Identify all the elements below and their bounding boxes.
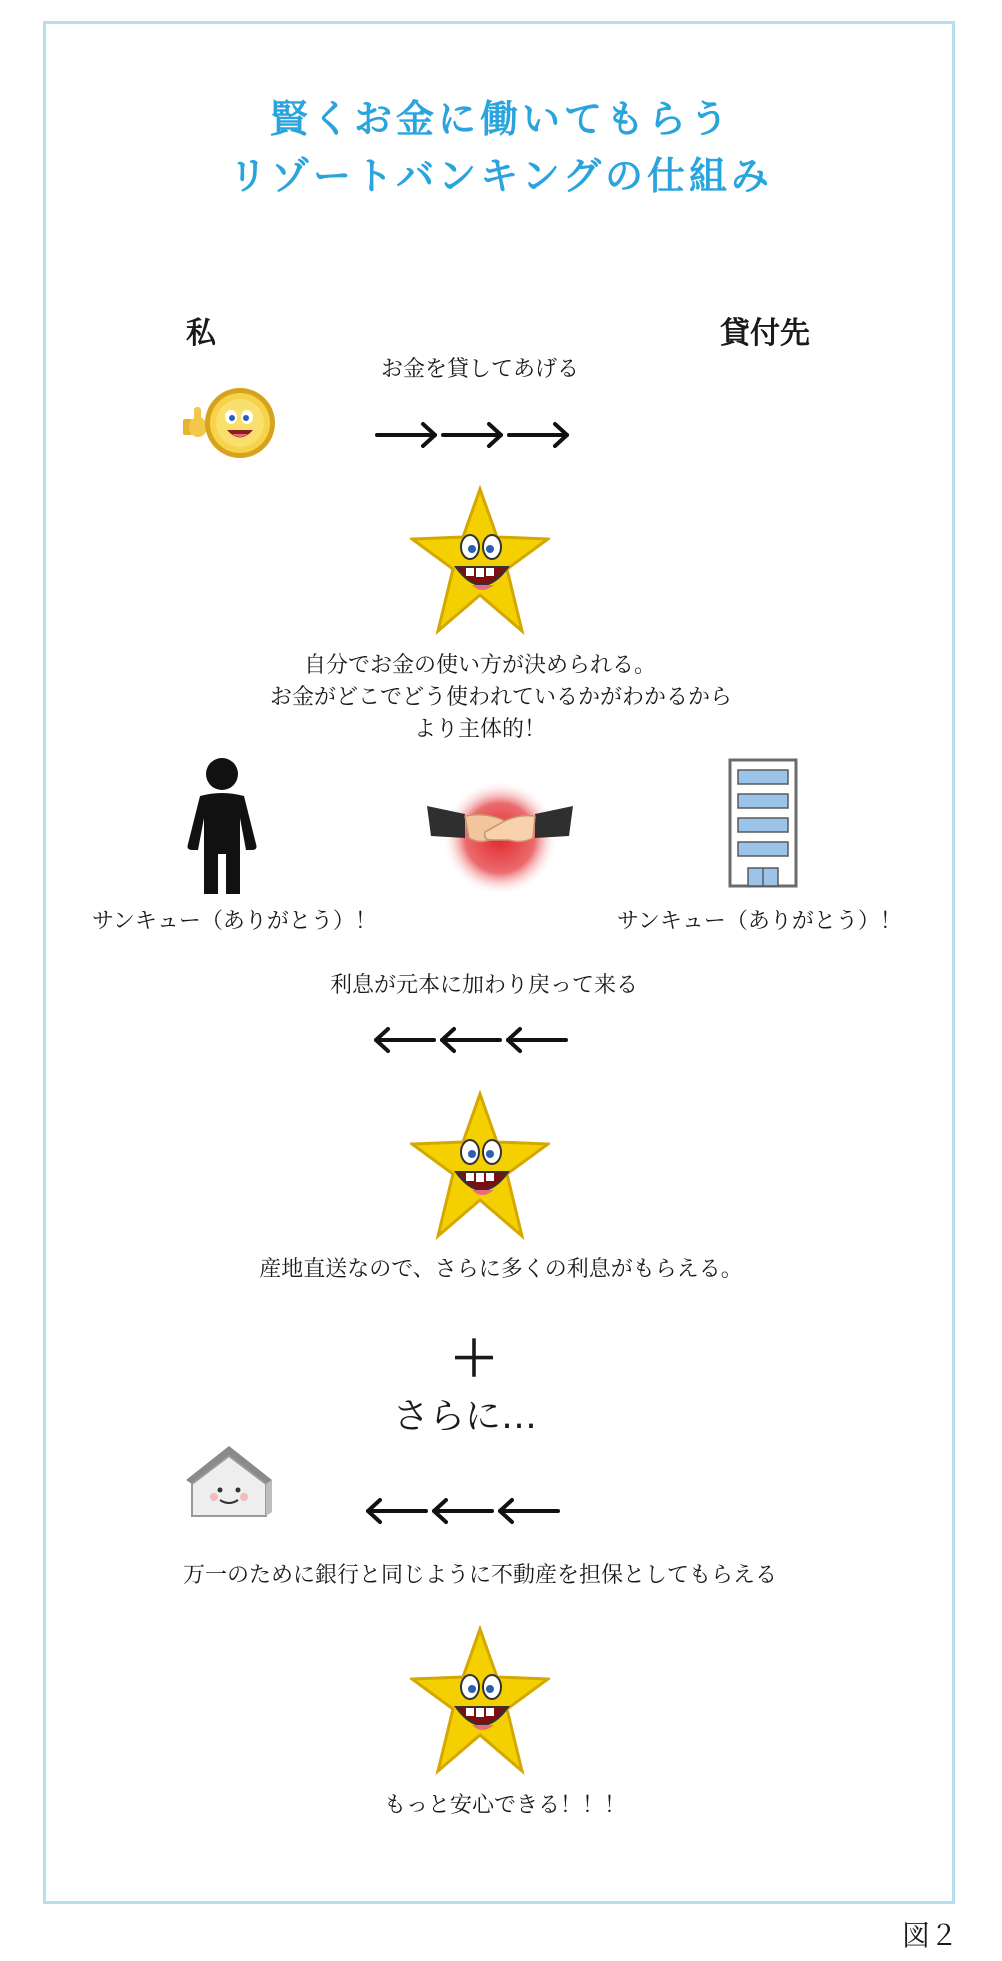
title-line-2: リゾートバンキングの仕組み [228, 154, 774, 198]
happy-star-icon [410, 1625, 550, 1779]
collateral-arrows [360, 1496, 560, 1526]
lend-money-caption: お金を貸してあげる [380, 357, 579, 382]
person-icon [180, 758, 264, 902]
title-line-1: 賢くお金に働いてもらう [269, 97, 732, 141]
comment-line-2: お金がどこでどう使われているかがわかるから [269, 685, 732, 710]
lend-arrows [375, 420, 575, 450]
party-me-label: 私 [186, 316, 216, 351]
happy-star-icon [410, 485, 550, 639]
building-icon [728, 758, 798, 892]
thanks-left-label: サンキュー（ありがとう）！ [92, 909, 377, 934]
plus-symbol: ＋ [449, 1331, 498, 1387]
comment-line-3: より主体的！ [413, 717, 546, 742]
diagram-frame [43, 21, 955, 1904]
return-arrows [368, 1025, 568, 1055]
moreover-text: さらに… [392, 1396, 537, 1437]
figure-label: 図２ [902, 1919, 959, 1952]
interest-return-caption: 利息が元本に加わり戻って来る [329, 973, 638, 998]
happy-star-icon [410, 1090, 550, 1244]
peace-of-mind-comment: もっと安心できる！！！ [383, 1793, 626, 1818]
house-icon [184, 1442, 274, 1526]
handshake-icon [425, 778, 575, 902]
thanks-right-label: サンキュー（ありがとう）！ [617, 909, 902, 934]
collateral-caption: 万一のために銀行と同じように不動産を担保としてもらえる [182, 1563, 777, 1588]
more-interest-comment: 産地直送なので、さらに多くの利息がもらえる。 [259, 1257, 743, 1282]
comment-line-1: 自分でお金の使い方が決められる。 [303, 653, 656, 678]
party-borrower-label: 貸付先 [720, 316, 810, 351]
coin-thumbs-up-icon [180, 383, 280, 467]
